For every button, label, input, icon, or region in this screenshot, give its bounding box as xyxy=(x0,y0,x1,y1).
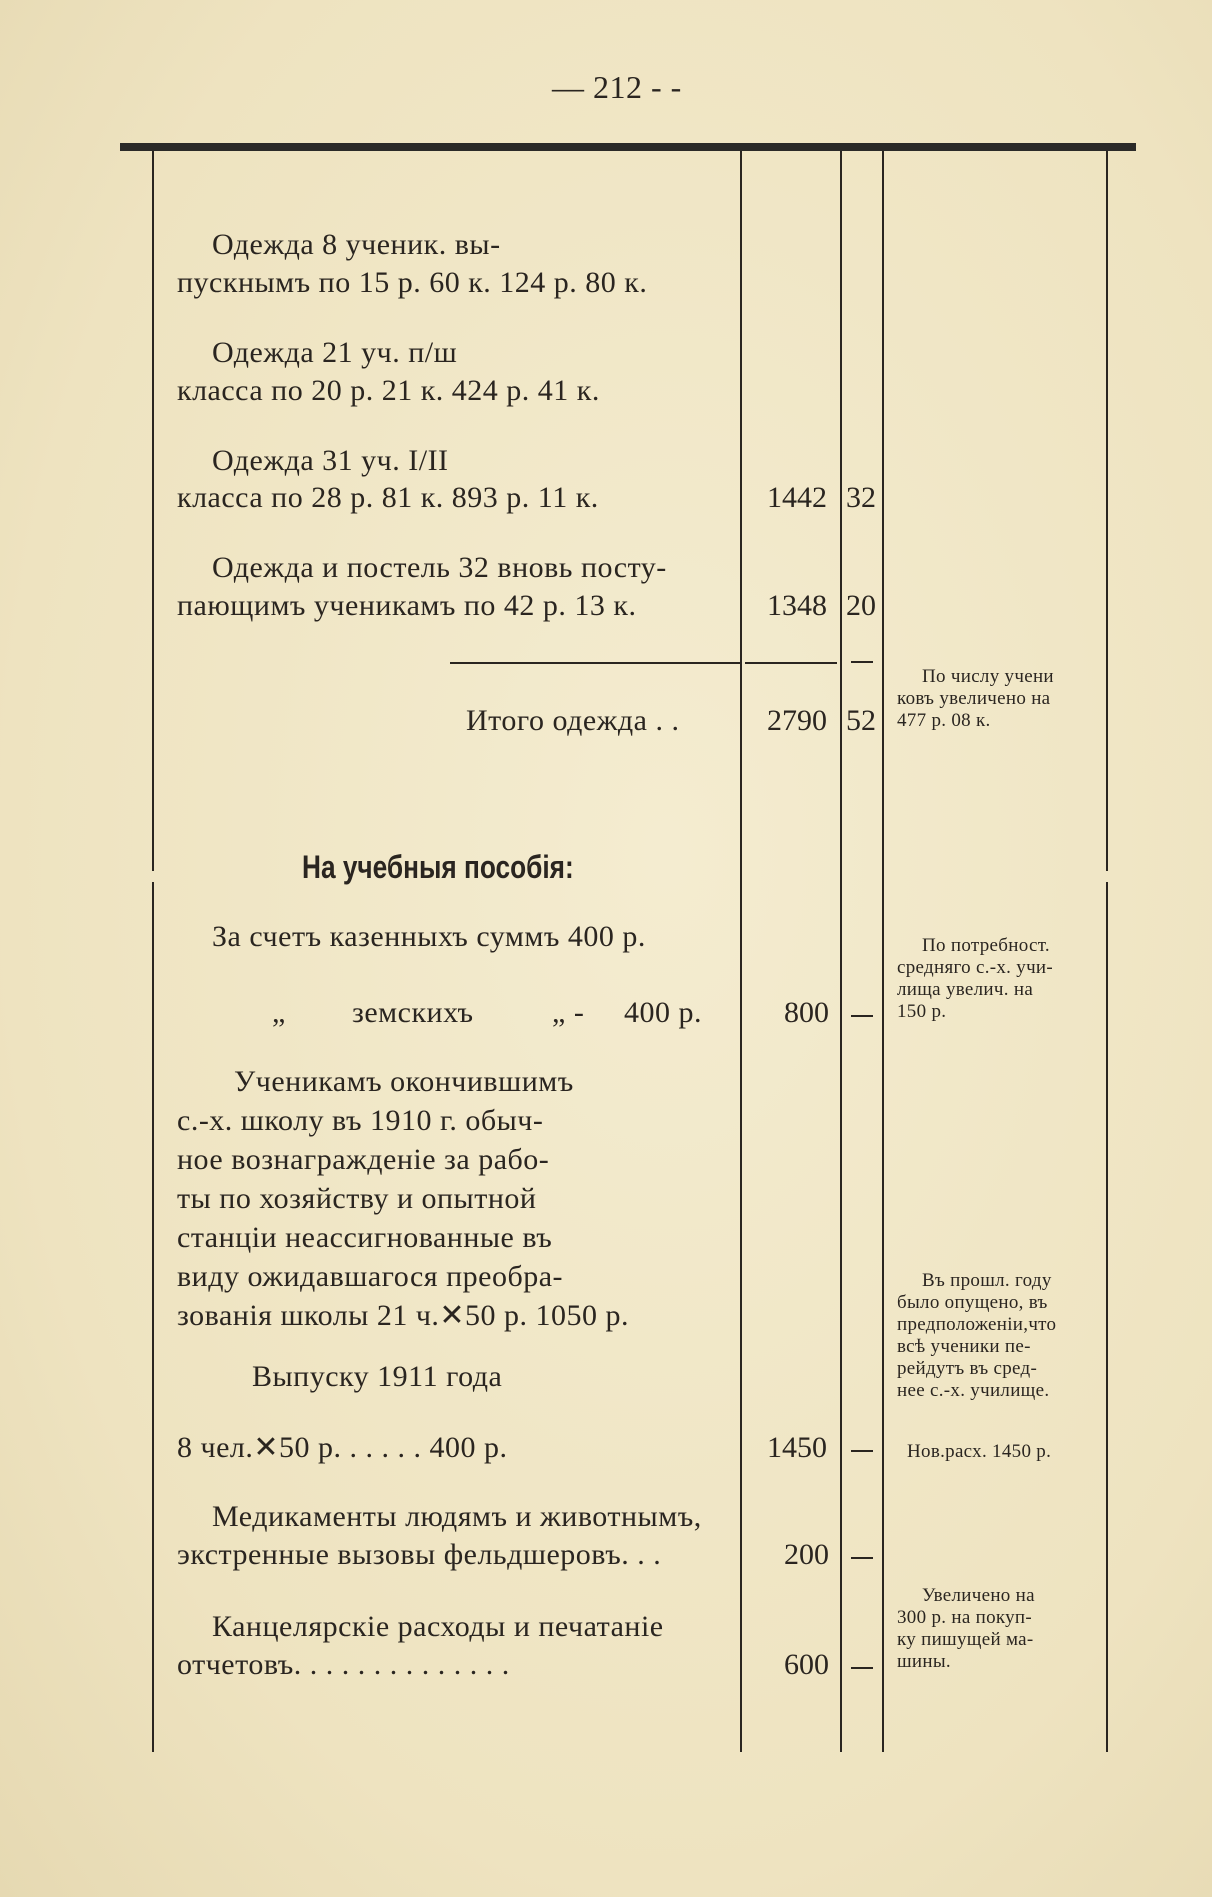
entry-state-funds: За счетъ казенныхъ суммъ 400 р. xyxy=(212,920,646,953)
note-new-expense: Нов.расх. 1450 р. xyxy=(907,1441,1052,1462)
amount-rubles: 1450 xyxy=(767,1431,827,1464)
notes-column-right xyxy=(1106,151,1108,871)
header-rule xyxy=(120,143,1136,151)
entry-zemstvo-label: земскихъ xyxy=(352,996,474,1029)
note-reward-line4: всѣ ученики пе- xyxy=(897,1336,1031,1357)
entry-clothes-class12-line2: класса по 28 р. 81 к. 893 р. 11 к. xyxy=(177,481,599,514)
entry-clothes-class23-line2: класса по 20 р. 21 к. 424 р. 41 к. xyxy=(177,374,600,407)
kopeks-column-right xyxy=(882,151,884,1752)
total-rule-rubles xyxy=(745,662,837,664)
note-reward-line1: Въ прошл. году xyxy=(922,1270,1052,1291)
amount-rubles: 200 xyxy=(784,1538,829,1571)
amount-kopeks-dash xyxy=(851,1450,873,1452)
amount-kopeks-dash xyxy=(851,1557,873,1559)
entry-medicine-line2: экстренные вызовы фельдшеровъ. . . xyxy=(177,1538,662,1571)
note-office-line4: шины. xyxy=(897,1651,951,1672)
note-aids-line3: лища увелич. на xyxy=(897,979,1034,1000)
entry-zemstvo-quote1: „ xyxy=(272,996,286,1029)
amount-rubles: 800 xyxy=(784,996,829,1029)
page-number: — 212 - - xyxy=(552,69,682,105)
amount-kopeks: 20 xyxy=(846,589,876,622)
section-heading: На учебныя пособія: xyxy=(302,849,574,885)
amount-kopeks-dash xyxy=(851,1015,873,1017)
entry-zemstvo-quote2: „ - xyxy=(552,996,585,1029)
note-aids-line4: 150 р. xyxy=(897,1001,947,1022)
note-reward-line3: предположеніи,что xyxy=(897,1314,1057,1335)
note-reward-line6: нее с.-х. училище. xyxy=(897,1380,1050,1401)
note-office-line3: ку пишущей ма- xyxy=(897,1629,1034,1650)
rubles-column-left xyxy=(740,151,742,1752)
amount-rubles: 1348 xyxy=(767,589,827,622)
amount-kopeks-dash xyxy=(851,1667,873,1669)
entry-reward-line4: ты по хозяйству и опытной xyxy=(177,1182,537,1215)
note-clothes-line1: По числу учени xyxy=(922,666,1054,687)
entry-office-line2: отчетовъ. . . . . . . . . . . . . . xyxy=(177,1648,510,1681)
entry-clothes-new-line1: Одежда и постель 32 вновь посту- xyxy=(212,551,667,584)
note-office-line2: 300 р. на покуп- xyxy=(897,1607,1033,1628)
total-rule-kopeks xyxy=(851,661,873,663)
note-aids-line1: По потребност. xyxy=(922,935,1050,956)
left-border xyxy=(152,151,154,871)
note-aids-line2: средняго с.-х. учи- xyxy=(897,957,1054,978)
entry-clothes-graduates-line1: Одежда 8 ученик. вы- xyxy=(212,228,501,261)
entry-clothes-class23-line1: Одежда 21 уч. п/ш xyxy=(212,336,458,369)
total-clothes-kopeks: 52 xyxy=(846,704,876,737)
total-clothes-label: Итого одежда . . xyxy=(466,704,680,737)
entry-medicine-line1: Медикаменты людямъ и животнымъ, xyxy=(212,1500,702,1533)
entry-reward-line1: Ученикамъ окончившимъ xyxy=(234,1065,574,1098)
entry-graduation-line1: Выпуску 1911 года xyxy=(252,1360,503,1393)
entry-reward-line7: зованія школы 21 ч.✕50 р. 1050 р. xyxy=(177,1299,630,1332)
left-border-lower xyxy=(152,882,154,1752)
note-clothes-line3: 477 р. 08 к. xyxy=(897,710,991,731)
entry-clothes-new-line2: пающимъ ученикамъ по 42 р. 13 к. xyxy=(177,589,637,622)
notes-column-right-lower xyxy=(1106,882,1108,1752)
entry-zemstvo-amount: 400 р. xyxy=(624,996,702,1029)
note-office-line1: Увеличено на xyxy=(922,1585,1035,1606)
amount-kopeks: 32 xyxy=(846,481,876,514)
note-reward-line5: рейдутъ въ сред- xyxy=(897,1358,1038,1379)
entry-clothes-graduates-line2: пускнымъ по 15 р. 60 к. 124 р. 80 к. xyxy=(177,266,648,299)
note-clothes-line2: ковъ увеличено на xyxy=(897,688,1051,709)
rubles-column-right xyxy=(840,151,842,1752)
total-rule xyxy=(450,662,740,664)
entry-office-line1: Канцелярскіе расходы и печатаніе xyxy=(212,1610,664,1643)
note-reward-line2: было опущено, въ xyxy=(897,1292,1048,1313)
entry-reward-line6: виду ожидавшагося преобра- xyxy=(177,1260,564,1293)
amount-rubles: 600 xyxy=(784,1648,829,1681)
amount-rubles: 1442 xyxy=(767,481,827,514)
entry-reward-line2: с.-х. школу въ 1910 г. обыч- xyxy=(177,1104,544,1137)
entry-clothes-class12-line1: Одежда 31 уч. I/II xyxy=(212,444,449,477)
total-clothes-rubles: 2790 xyxy=(767,704,827,737)
entry-reward-line5: станціи неассигнованные въ xyxy=(177,1221,553,1254)
entry-graduation-line2: 8 чел.✕50 р. . . . . . 400 р. xyxy=(177,1431,508,1464)
entry-reward-line3: ное вознагражденіе за рабо- xyxy=(177,1143,550,1176)
